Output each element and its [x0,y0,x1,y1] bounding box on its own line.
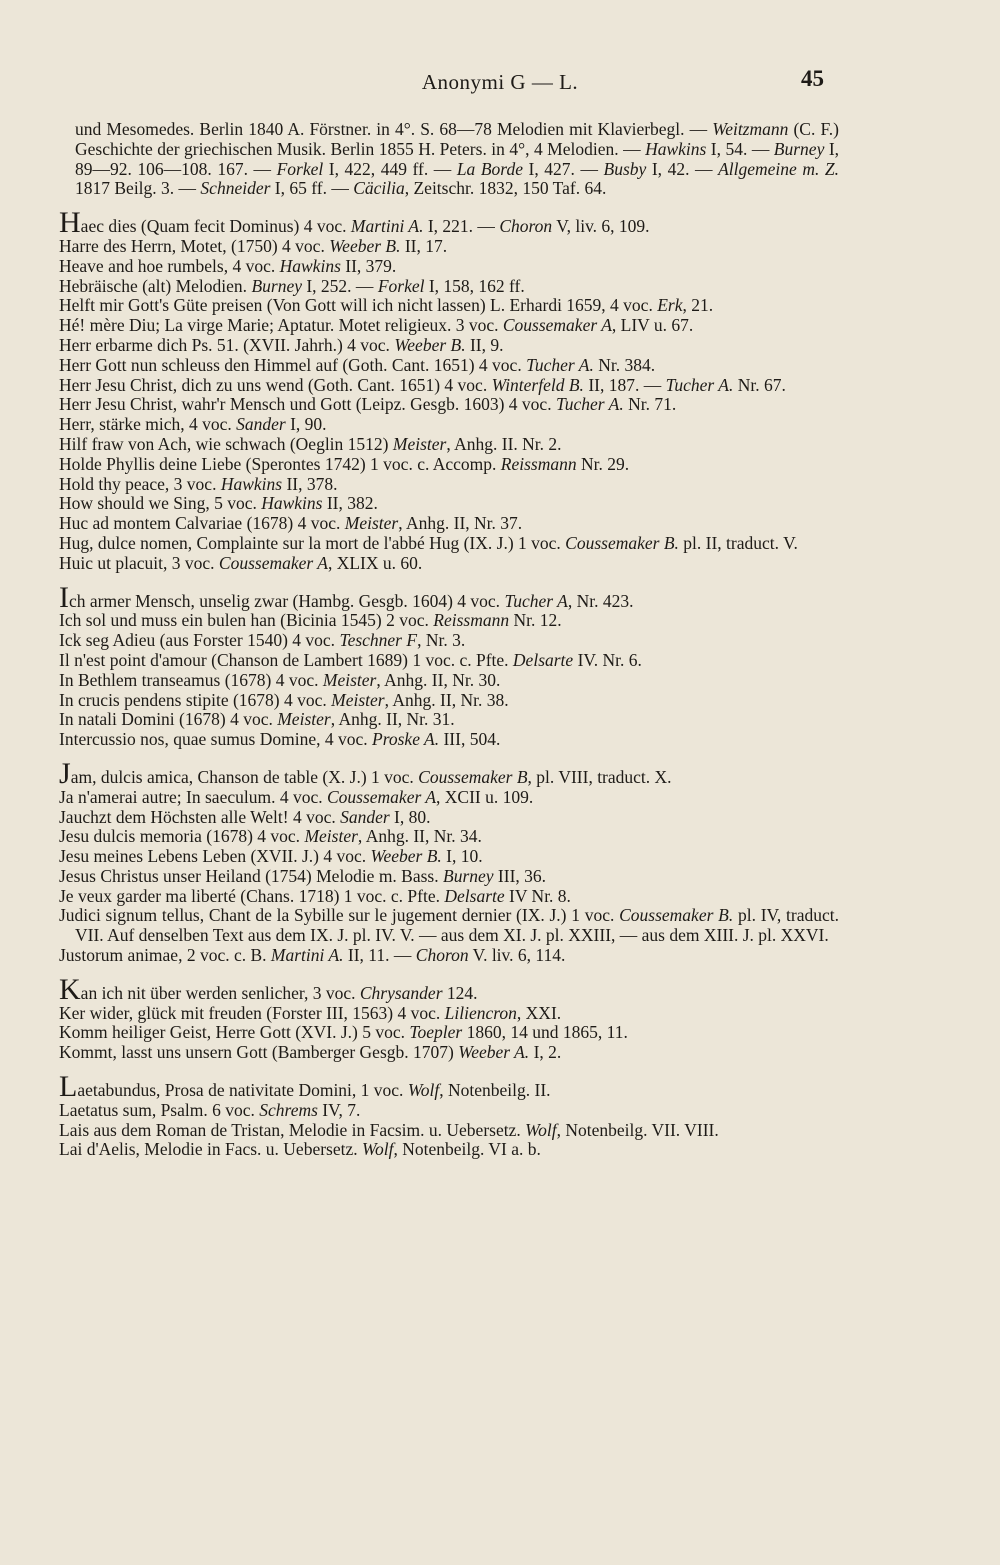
running-title: Anonymi G — L. [421,70,579,94]
index-entry [59,494,839,514]
letter-section [59,756,839,966]
entry-text: Je veux garder ma liberté (Chans. 1718) 1 voc. c. Pfte. Delsarte IV Nr. 8. [59,885,571,906]
entry-text: Jesu meines Lebens Leben (XVII. J.) 4 voc. Weeber B. I, 10. [59,846,483,867]
index-entry [59,788,839,808]
entry-text: In Bethlem transeamus (1678) 4 voc. Meister, Anhg. II, Nr. 30. [59,669,501,690]
index-entry [59,611,839,631]
index-entry [59,1140,839,1160]
entry-text: Jesus Christus unser Heiland (1754) Melodie m. Bass. Burney III, 36. [59,865,547,886]
index-entry [59,206,839,240]
index-entries [59,120,839,1178]
index-entry [59,455,839,475]
entry-text: Ja n'amerai autre; In saeculum. 4 voc. Coussemaker A, XCII u. 109. [59,786,534,807]
index-entry [59,651,839,671]
entry-text: Ker wider, glück mit freuden (Forster III, 1563) 4 voc. Liliencron, XXI. [59,1002,562,1023]
entry-text: Huc ad montem Calvariae (1678) 4 voc. Meister, Anhg. II, Nr. 37. [59,513,523,534]
entry-text: Heave and hoe rumbels, 4 voc. Hawkins II, 379. [59,255,397,276]
index-entry [59,316,839,336]
index-entry [59,730,839,750]
entry-text: Il n'est point d'amour (Chanson de Lambert 1689) 1 voc. c. Pfte. Delsarte IV. Nr. 6. [59,649,642,670]
entry-text: aetabundus, Prosa de nativitate Domini, 1 voc. Wolf, Notenbeilg. II. [77,1080,551,1101]
index-entry [59,395,839,415]
entry-text: Herr Gott nun schleuss den Himmel auf (Goth. Cant. 1651) 4 voc. Tucher A. Nr. 384. [59,354,656,375]
section-initial: K [59,972,81,1006]
index-entry [59,972,839,1006]
index-entry [59,120,839,199]
entry-text: In crucis pendens stipite (1678) 4 voc. Meister, Anhg. II, Nr. 38. [59,689,509,710]
entry-text: Laetatus sum, Psalm. 6 voc. Schrems IV, 7. [59,1099,361,1120]
section-initial: L [59,1070,78,1104]
entry-text: Hold thy peace, 3 voc. Hawkins II, 378. [59,473,338,494]
entry-text: aec dies (Quam fecit Dominus) 4 voc. Martini A. I, 221. — Choron V, liv. 6, 109. [80,216,650,237]
index-entry [59,554,839,574]
index-entry [59,1070,839,1104]
index-entry [59,691,839,711]
letter-section [59,206,839,573]
entry-text: Lais aus dem Roman de Tristan, Melodie in Facsim. u. Uebersetz. Wolf, Notenbeilg. VII. VIII. [59,1119,719,1140]
entry-text: Helft mir Gott's Güte preisen (Von Gott will ich nicht lassen) L. Erhardi 1659, 4 voc. Erk, 21. [59,295,714,316]
index-entry [59,1121,839,1141]
index-entry [59,827,839,847]
index-entry [59,356,839,376]
entry-text: Jauchzt dem Höchsten alle Welt! 4 voc. Sander I, 80. [59,806,431,827]
entry-text: Hug, dulce nomen, Complainte sur la mort de l'abbé Hug (IX. J.) 1 voc. Coussemaker B. pl. II, traduct. V. [59,532,798,553]
index-entry [59,631,839,651]
index-entry [59,847,839,867]
index-entry [59,906,839,946]
entry-text: Holde Phyllis deine Liebe (Sperontes 1742) 1 voc. c. Accomp. Reissmann Nr. 29. [59,453,630,474]
section-initial: H [59,206,81,240]
section-initial: J [59,756,71,790]
entry-text: How should we Sing, 5 voc. Hawkins II, 382. [59,493,378,514]
index-entry [59,671,839,691]
index-entry [59,756,839,790]
entry-text: Hé! mère Diu; La virge Marie; Aptatur. Motet religieux. 3 voc. Coussemaker A, LIV u. 67. [59,315,694,336]
index-entry [59,336,839,356]
index-entry [59,415,839,435]
page-number: 45 [801,66,824,91]
entry-text: am, dulcis amica, Chanson de table (X. J.) 1 voc. Coussemaker B, pl. VIII, traduct. X. [70,766,672,787]
index-entry [59,237,839,257]
entry-text: Ich sol und muss ein bulen han (Bicinia 1545) 2 voc. Reissmann Nr. 12. [59,610,562,631]
letter-section [59,972,839,1063]
entry-text: Hilf fraw von Ach, wie schwach (Oeglin 1512) Meister, Anhg. II. Nr. 2. [59,433,562,454]
entry-text: Lai d'Aelis, Melodie in Facs. u. Uebersetz. Wolf, Notenbeilg. VI a. b. [59,1139,541,1160]
running-header [0,66,1000,106]
index-entry [59,277,839,297]
entry-text: Judici signum tellus, Chant de la Sybille sur le jugement dernier (IX. J.) 1 voc. Coussemaker B. pl. IV, traduct. VII. Auf denselben Text aus dem IX. J. pl. IV. V. — aus dem XI. J. pl. XXIII, — aus dem XIII. J. pl. XXVI. [59,905,839,946]
index-entry [59,376,839,396]
entry-text: an ich nit über werden senlicher, 3 voc. Chrysander 124. [80,982,478,1003]
index-entry [59,296,839,316]
index-entry [59,257,839,277]
index-entry [59,1023,839,1043]
index-entry [59,475,839,495]
index-entry [59,887,839,907]
entry-text: und Mesomedes. Berlin 1840 A. Förstner. in 4°. S. 68—78 Melodien mit Klavierbegl. — Weitzmann (C. F.) Geschichte der griechischen Musik. Berlin 1855 H. Peters. in 4°, 4 Melodien. — Hawkins I, 54. — Burney I, 89—92. 106—108. 167. — Forkel I, 422, 449 ff. — La Borde I, 427. — Busby I, 42. — Allgemeine m. Z. 1817 Beilg. 3. — Schneider I, 65 ff. — Cäcilia, Zeitschr. 1832, 150 Taf. 64. [75,119,840,199]
index-entry [59,710,839,730]
index-entry [59,808,839,828]
entry-text: Herr Jesu Christ, wahr'r Mensch und Gott (Leipz. Gesgb. 1603) 4 voc. Tucher A. Nr. 71. [59,394,677,415]
index-entry [59,580,839,614]
entry-text: Kommt, lasst uns unsern Gott (Bamberger Gesgb. 1707) Weeber A. I, 2. [59,1042,562,1063]
entry-text: Huic ut placuit, 3 voc. Coussemaker A, XLIX u. 60. [59,552,423,573]
entry-text: Harre des Herrn, Motet, (1750) 4 voc. Weeber B. II, 17. [59,235,448,256]
entry-text: ch armer Mensch, unselig zwar (Hambg. Gesgb. 1604) 4 voc. Tucher A, Nr. 423. [69,590,634,611]
entry-text: Komm heiliger Geist, Herre Gott (XVI. J.) 5 voc. Toepler 1860, 14 und 1865, 11. [59,1022,628,1043]
letter-section [59,1070,839,1160]
entry-text: Hebräische (alt) Melodien. Burney I, 252. — Forkel I, 158, 162 ff. [59,275,525,296]
entry-text: Herr erbarme dich Ps. 51. (XVII. Jahrh.) 4 voc. Weeber B. II, 9. [59,334,504,355]
index-entry [59,1004,839,1024]
index-entry [59,534,839,554]
entry-text: Ick seg Adieu (aus Forster 1540) 4 voc. Teschner F, Nr. 3. [59,630,466,651]
index-entry [59,435,839,455]
index-entry [59,946,839,966]
index-entry [59,1043,839,1063]
letter-section [59,580,839,750]
entry-text: Justorum animae, 2 voc. c. B. Martini A. II, 11. — Choron V. liv. 6, 114. [59,945,566,966]
index-entry [59,514,839,534]
entry-text: Jesu dulcis memoria (1678) 4 voc. Meister, Anhg. II, Nr. 34. [59,826,482,847]
letter-section [59,120,839,199]
index-entry [59,1101,839,1121]
entry-text: Herr Jesu Christ, dich zu uns wend (Goth. Cant. 1651) 4 voc. Winterfeld B. II, 187. — Tucher A. Nr. 67. [59,374,786,395]
entry-text: In natali Domini (1678) 4 voc. Meister, Anhg. II, Nr. 31. [59,709,455,730]
entry-text: Herr, stärke mich, 4 voc. Sander I, 90. [59,414,327,435]
entry-text: Intercussio nos, quae sumus Domine, 4 voc. Proske A. III, 504. [59,729,501,750]
index-entry [59,867,839,887]
section-initial: I [59,580,69,614]
